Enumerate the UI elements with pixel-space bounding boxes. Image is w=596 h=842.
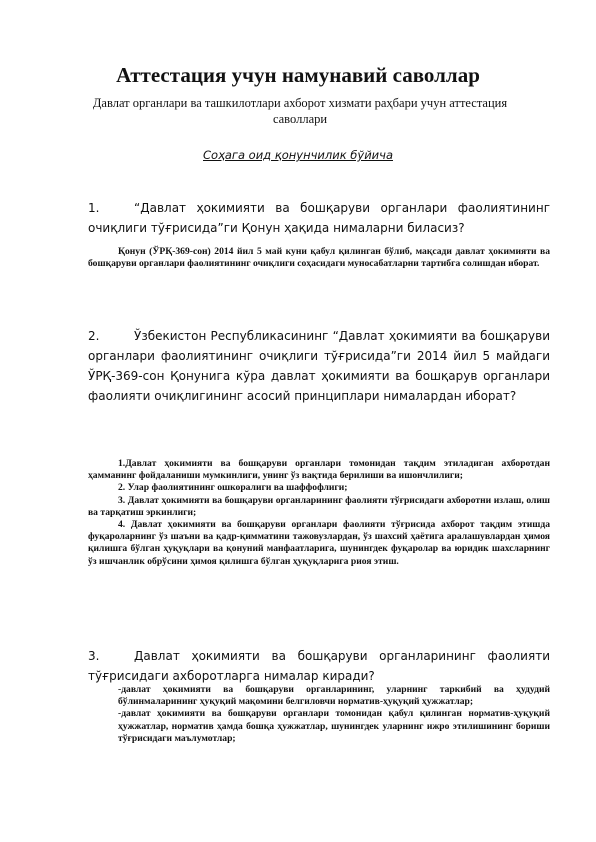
answer-item: 3. Давлат ҳокимияти ва бошқаруви органларининг фаолияти тўғрисидаги ахборотни излаш, олиш ва тарқатиш эркинлиги; [88,494,550,518]
document-title: Аттестация учун намунавий саволлар [116,63,480,87]
answer-item: -давлат ҳокимияти ва бошқаруви органларининг, уларнинг таркибий ва ҳудудий бўлинмаларининг ҳуқуқий мақомини белгиловчи норматив-ҳуқуқий ҳужжатлар; [118,684,550,708]
question-text: Давлат ҳокимияти ва бошқаруви органларининг фаолияти тўғрисидаги ахборотларга нималар киради? [88,649,550,683]
question-number: 1. [88,201,100,215]
question-text: Ўзбекистон Республикасининг “Давлат ҳокимияти ва бошқаруви органлари фаолиятининг очиқлиги тўғрисида”ги 2014 йил 5 майдаги ЎРҚ-369-сон Қонунига кўра давлат ҳокимияти ва бошқарув органлари фаолияти очиқлигининг асосий принциплари нималардан иборат? [88,329,550,403]
question-text: “Давлат ҳокимияти ва бошқаруви органлари фаолиятининг очиқлиги тўғрисида”ги Қонун ҳақида нималарни биласиз? [88,201,550,235]
answer-2 [88,458,550,568]
answer-item: 1.Давлат ҳокимияти ва бошқаруви органлари томонидан тақдим этиладиган ахборотдан ҳамманинг фойдаланиши мумкинлиги, унинг ўз вақтида берилиши ва ишончлилиги; [88,458,550,482]
answer-1 [88,246,550,270]
answer-item: -давлат ҳокимияти ва бошқаруви органлари томонидан қабул қилинган норматив-ҳуқуқий ҳужжатлар, норматив ҳамда бошқа ҳужжатлар, шунингдек уларнинг ижро этилишининг бориши тўғрисидаги маълумотлар; [118,708,550,744]
answer-item: 4. Давлат ҳокимияти ва бошқаруви органлари фаолияти тўғрисида ахборот тақдим этишда фуқароларнинг ўз шаъни ва қадр-қимматини тажовузлардан, ўз шахсий ҳаётига аралашувлардан ҳимоя қилишга бўлган ҳуқуқлари ва қонуний манфаатларига, шунингдек фуқаролар ва юридик шахсларнинг ўз ишчанлик обрўсини ҳимоя қилишга бўлган ҳуқуқларига риоя этиш. [88,519,550,567]
answer-item: 2. Улар фаолиятининг ошкоралиги ва шаффофлиги; [118,482,348,494]
answer-3 [118,684,550,745]
document-subtitle: Давлат органлари ва ташкилотлари ахборот хизмати раҳбари учун аттестация саволлари [92,96,508,126]
question-number: 3. [88,649,100,663]
answer-paragraph: Қонун (ЎРҚ-369-сон) 2014 йил 5 май куни қабул қилинган бўлиб, мақсади давлат ҳокимияти ва бошқаруви органлари фаолиятининг очиқлиги соҳасидаги муносабатларни тартибга солишдан иборат. [88,246,550,270]
section-heading: Соҳага оид қонунчилик бўйича [203,148,393,162]
question-1 [88,198,550,238]
question-number: 2. [88,329,100,343]
question-3 [88,646,550,686]
question-2 [88,326,550,406]
